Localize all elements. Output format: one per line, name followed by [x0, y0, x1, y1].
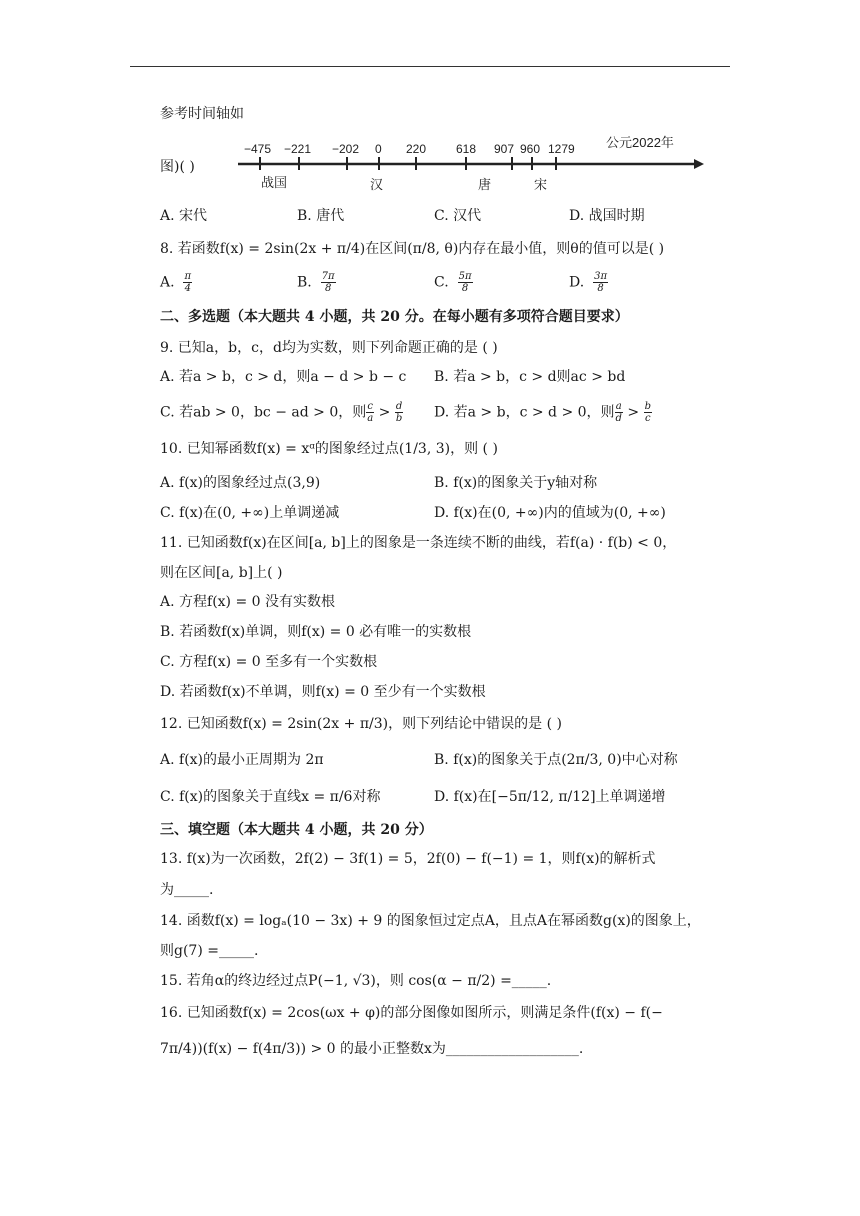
q8-option-a[interactable] — [160, 271, 192, 294]
q9-option-d[interactable]: D. 若a > b，c > d > 0，则 $\frac{a}{d}$ > $\frac{b}{c}$ — [434, 401, 651, 424]
tick-label: 0 — [375, 142, 382, 156]
q12-stem: 12. 已知函数f(x) = 2sin(2x + π/3)，则下列结论中错误的是 ( ) — [160, 716, 562, 732]
q12-option-c[interactable]: C. f(x)的图象关于直线x = π/6对称 — [160, 789, 381, 805]
q11-option-c[interactable]: C. 方程f(x) = 0 至多有一个实数根 — [160, 654, 378, 670]
fraction: $\frac{7\pi}{8}$ — [321, 271, 335, 294]
tick-label: −221 — [284, 142, 312, 156]
timeline-end-label: 公元2022年 — [606, 135, 674, 150]
q8-option-b[interactable] — [297, 271, 336, 294]
option-label: D. — [569, 274, 585, 291]
header-rule — [130, 66, 730, 67]
q7-option-b[interactable]: B. 唐代 — [297, 208, 345, 224]
fraction: $\frac{b}{c}$ — [644, 401, 651, 424]
era-label: 汉 — [370, 177, 384, 192]
q16-line1: 16. 已知函数f(x) = 2cos(ωx + φ)的部分图像如图所示，则满足条件(f(x) − f(− — [160, 1005, 663, 1021]
fraction: $\frac{5\pi}{8}$ — [458, 271, 472, 294]
q14-line2[interactable]: 则g(7) =_____. — [160, 943, 259, 959]
q7-option-a[interactable]: A. 宋代 — [160, 208, 208, 224]
tick-label: −202 — [332, 142, 360, 156]
q10-option-b[interactable]: B. f(x)的图象关于y轴对称 — [434, 475, 598, 491]
q10-option-d[interactable]: D. f(x)在(0, +∞)内的值域为(0, +∞) — [434, 505, 666, 521]
q9-option-c[interactable]: C. 若ab > 0，bc − ad > 0，则 $\frac{c}{a}$ > $\frac{d}{b}$ — [160, 401, 403, 424]
era-label: 战国 — [261, 175, 288, 190]
tick-label: 618 — [456, 142, 477, 156]
fraction: $\frac{a}{d}$ — [615, 401, 622, 424]
q12-option-b[interactable]: B. f(x)的图象关于点(2π/3, 0)中心对称 — [434, 752, 678, 768]
tick-label: 1279 — [548, 142, 575, 156]
q9-option-a[interactable]: A. 若a > b，c > d，则a − d > b − c — [160, 369, 407, 385]
option-text: C. 若ab > 0，bc − ad > 0，则 — [160, 404, 367, 421]
q8-option-d[interactable] — [569, 271, 608, 294]
q12-option-d[interactable]: D. f(x)在[−5π/12, π/12]上单调递增 — [434, 789, 666, 805]
era-label: 唐 — [478, 177, 492, 192]
q10-option-a[interactable]: A. f(x)的图象经过点(3,9) — [160, 475, 321, 491]
q10-option-c[interactable]: C. f(x)在(0, +∞)上单调递减 — [160, 505, 340, 521]
tick-label: 960 — [520, 142, 541, 156]
q10-stem: 10. 已知幂函数f(x) = xᵅ的图象经过点(1/3, 3)，则 ( ) — [160, 441, 498, 457]
q11-option-d[interactable]: D. 若函数f(x)不单调，则f(x) = 0 至少有一个实数根 — [160, 684, 486, 700]
tick-label: 907 — [494, 142, 515, 156]
section-heading-multiple-choice: 二、多选题（本大题共 4 小题，共 20 分。在每小题有多项符合题目要求） — [160, 309, 629, 325]
q13-line1: 13. f(x)为一次函数，2f(2) − 3f(1) = 5，2f(0) − f(−1) = 1，则f(x)的解析式 — [160, 851, 656, 867]
q12-option-a[interactable]: A. f(x)的最小正周期为 2π — [160, 752, 324, 768]
q9-stem: 9. 已知a，b，c，d均为实数，则下列命题正确的是 ( ) — [160, 340, 498, 356]
q15-line1[interactable]: 15. 若角α的终边经过点P(−1, √3)，则 cos(α − π/2) =_____. — [160, 973, 552, 989]
q11-option-a[interactable]: A. 方程f(x) = 0 没有实数根 — [160, 594, 335, 610]
option-label: B. — [297, 274, 312, 291]
timeline-figure — [238, 132, 708, 198]
q8-option-c[interactable] — [434, 271, 473, 294]
q11-stem-line2: 则在区间[a, b]上( ) — [160, 565, 283, 581]
q7-intro: 参考时间轴如 — [160, 106, 244, 122]
option-label: C. — [434, 274, 449, 291]
q7-option-c[interactable]: C. 汉代 — [434, 208, 482, 224]
q9-option-b[interactable]: B. 若a > b，c > d则ac > bd — [434, 369, 626, 385]
q11-stem-line1: 11. 已知函数f(x)在区间[a, b]上的图象是一条连续不断的曲线，若f(a) · f(b) < 0， — [160, 535, 677, 551]
q7-stem-tail: 图)( ) — [160, 159, 195, 175]
option-label: A. — [160, 274, 175, 291]
section-heading-fill-in: 三、填空题（本大题共 4 小题，共 20 分） — [160, 822, 433, 838]
q7-option-d[interactable]: D. 战国时期 — [569, 208, 645, 224]
q11-option-b[interactable]: B. 若函数f(x)单调，则f(x) = 0 必有唯一的实数根 — [160, 624, 472, 640]
q14-line1: 14. 函数f(x) = logₐ(10 − 3x) + 9 的图象恒过定点A，且点A在幂函数g(x)的图象上， — [160, 913, 701, 929]
q8-stem: 8. 若函数f(x) = 2sin(2x + π/4)在区间(π/8, θ)内存在最小值，则θ的值可以是( ) — [160, 241, 665, 257]
q16-line2[interactable]: 7π/4))(f(x) − f(4π/3)) > 0 的最小正整数x为___________________. — [160, 1041, 584, 1057]
q13-line2[interactable]: 为_____. — [160, 882, 214, 898]
tick-label: 220 — [406, 142, 427, 156]
fraction: $\frac{\pi}{4}$ — [184, 271, 192, 294]
era-label: 宋 — [534, 177, 548, 192]
fraction: $\frac{c}{a}$ — [367, 401, 374, 424]
fraction: $\frac{d}{b}$ — [395, 401, 403, 424]
fraction: $\frac{3\pi}{8}$ — [594, 271, 608, 294]
tick-label: −475 — [244, 142, 272, 156]
option-text: D. 若a > b，c > d > 0，则 — [434, 404, 615, 421]
